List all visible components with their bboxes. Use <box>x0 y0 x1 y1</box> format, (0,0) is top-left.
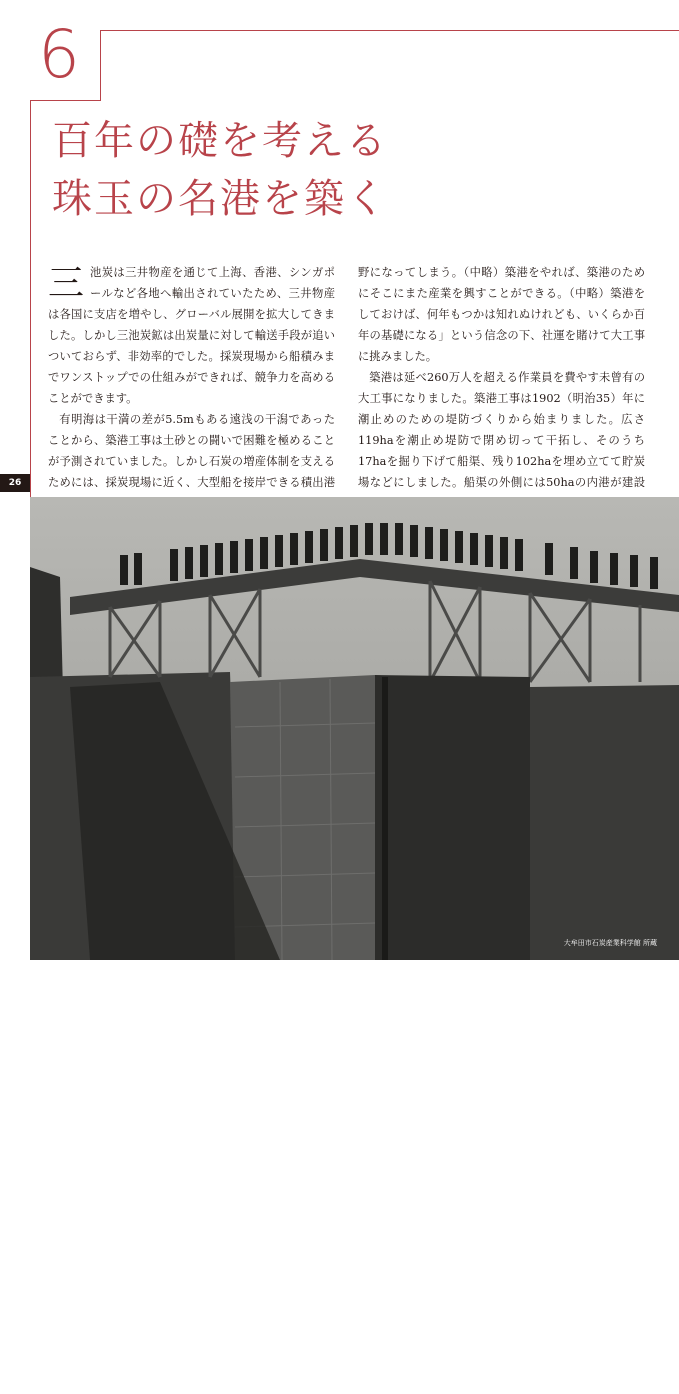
page-title <box>52 112 388 228</box>
body-paragraph: 築港は延べ260万人を超える作業員を費やす未曾有の大工事になりました。築港工事は1902（明治35）年に潮止めのための堤防づくりから始まりました。広さ119haを潮止め堤防で閉め切って干拓し、そのうち17haを掘り下げて船渠、残り102haを埋め立てて貯炭場などにしました。船渠の外側には50haの内港が建設 <box>358 371 645 489</box>
port-gate-photo-illustration <box>30 497 679 960</box>
paragraph-text: 池炭は三井物産を通じて上海、香港、シンガポールなど各地へ輸出されていたため、三井物産は各国に支店を増やし、グローバル展開を拡大してきました。しかし三池炭鉱は出炭量に対して輸送手段が追いついておらず、非効率的でした。採炭現場から船積みまでワンストップでの仕組みができれば、競争力を高めることができます。 <box>48 266 335 405</box>
title-line-2: 珠玉の名港を築く <box>52 176 388 222</box>
photo-caption <box>78 1329 278 1394</box>
photo-credit: 大牟田市石炭産業科学館 所蔵 <box>563 939 657 947</box>
title-line-1: 百年の礎を考える <box>52 118 388 164</box>
caption-title: 1908（明治41）年 三池港の築港 <box>78 1331 240 1342</box>
header-rule-top <box>100 30 679 31</box>
chapter-number: 6 <box>38 16 80 93</box>
historical-photo <box>30 497 679 1393</box>
body-paragraph: 有明海は干満の差が5.5mもある遠浅の干潟であったことから、築港工事は土砂との闘いで困難を極めることが予測されていました。しかし石炭の増産体制を支えるためには、採炭現場に近く、大型船を接岸できる積出港 <box>48 413 335 489</box>
page-number: 26 <box>0 474 30 492</box>
body-paragraph: 野になってしまう。（中略）築港をやれば、築港のためにそこにまた産業を興すことができる。（中略）築港をしておけば、何年もつかは知れぬけれども、いくらか百年の基礎になる」という信念の下、社運を賭けて大工事に挑みました。 <box>358 266 645 363</box>
caption-text: 観音開きの鉄製扉は1枚で幅12.17m、高さ8.84m、厚さ1.20m。扉の接する箇所には南米ギアナから取り寄せた水に強く非常に堅くて重い木材・グリーンハートが使用されました。 <box>78 1345 277 1393</box>
drop-cap: 三 <box>48 263 85 304</box>
body-paragraph <box>48 262 335 409</box>
